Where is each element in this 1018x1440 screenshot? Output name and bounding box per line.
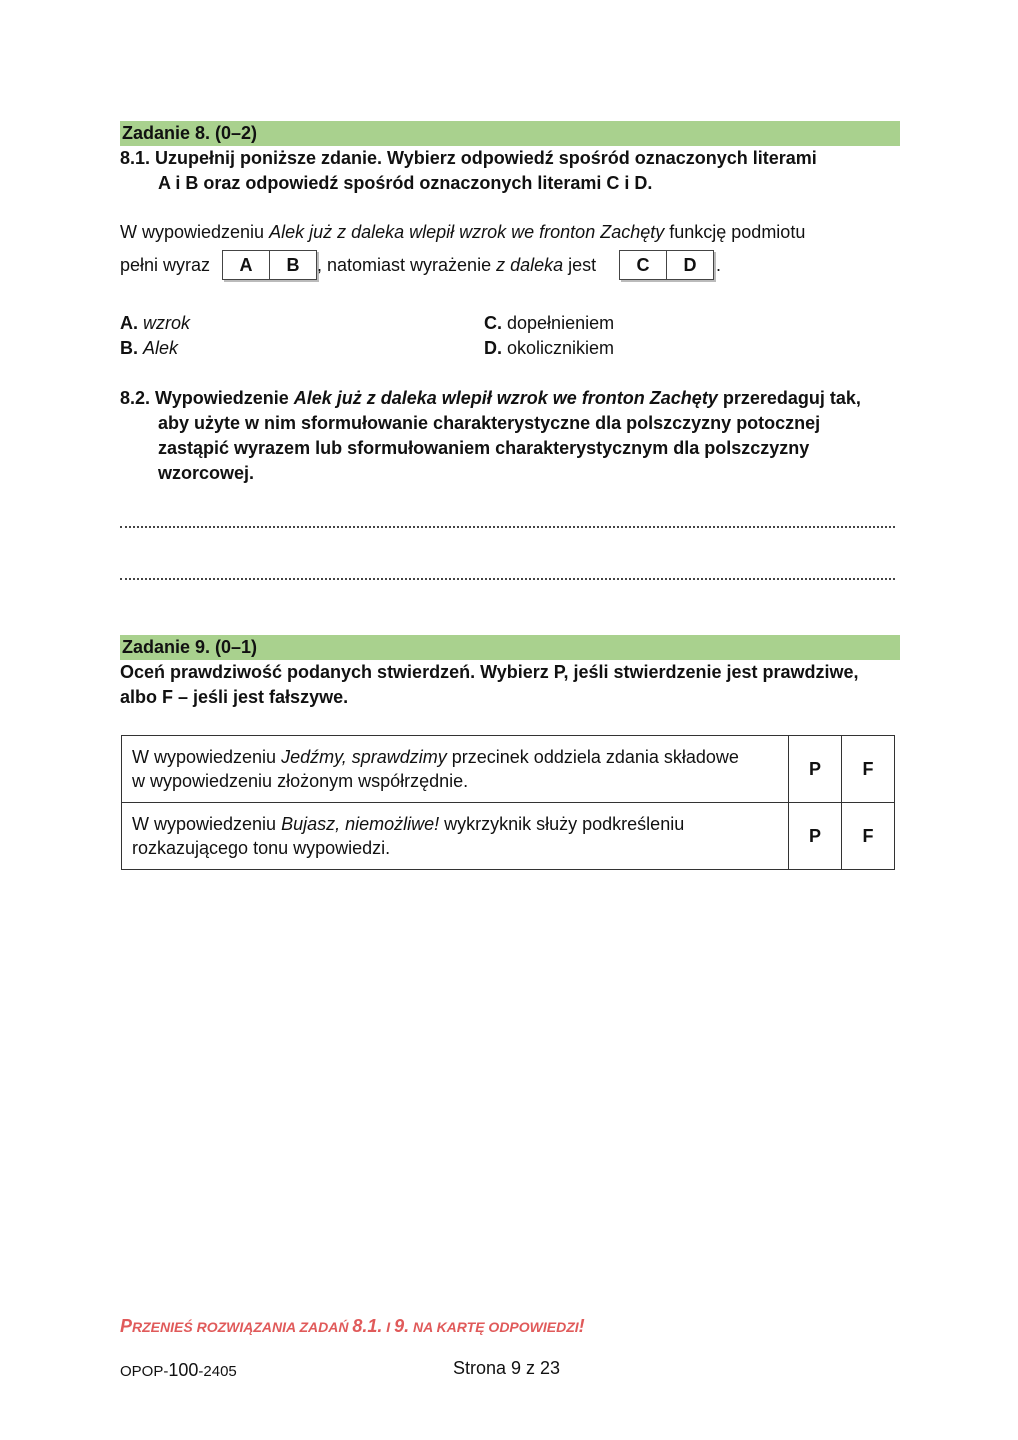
option-c: [484, 311, 614, 335]
note-part1: RZENIEŚ ROZWIĄZANIA ZADAŃ: [132, 1319, 353, 1335]
option-d-text: okolicznikiem: [507, 338, 615, 358]
option-b: [120, 336, 178, 360]
true-false-table: [121, 735, 895, 870]
task9-instruction-line1: Oceń prawdziwość podanych stwierdzeń. Wybierz P, jeśli stwierdzenie jest prawdziwe,: [120, 662, 859, 682]
note-part2: NA KARTĘ ODPOWIEDZI: [409, 1319, 579, 1335]
statement-1-italic: Jedźmy, sprawdzimy: [281, 747, 447, 767]
q82-line2: aby użyte w nim sformułowanie charakterystyczne dla polszczyzny potocznej: [158, 413, 821, 433]
option-b-text: Alek: [143, 338, 179, 358]
choice-d[interactable]: D: [666, 251, 713, 279]
q81-line1: 8.1. Uzupełnij poniższe zdanie. Wybierz odpowiedź spośród oznaczonych literami: [120, 148, 817, 168]
sentence2-mid-post: jest: [563, 255, 597, 275]
note-initial: P: [120, 1316, 133, 1336]
choice-box-cd[interactable]: [619, 250, 714, 280]
q82-prefix: 8.2. Wypowiedzenie: [120, 388, 294, 408]
statement-2-post: wykrzyknik służy podkreśleniu: [439, 814, 685, 834]
choice-b[interactable]: B: [269, 251, 316, 279]
q82-line1: [120, 386, 861, 410]
sentence2-mid-italic: z daleka: [496, 255, 564, 275]
task8-header: Zadanie 8. (0–2): [120, 121, 900, 146]
transfer-answers-note: [120, 1316, 585, 1337]
sentence-pre: W wypowiedzeniu: [120, 222, 270, 242]
option-d: [484, 336, 614, 360]
option-a-text: wzrok: [143, 313, 191, 333]
option-c-text: dopełnieniem: [507, 313, 615, 333]
exam-code-suffix: -2405: [198, 1363, 237, 1380]
note-task9: 9.: [394, 1316, 410, 1336]
exam-code: [120, 1360, 237, 1382]
statement-1-line2: w wypowiedzeniu złożonym współrzędnie.: [132, 771, 469, 791]
q82-italic: Alek już z daleka wlepił wzrok we fronton Zachęty: [293, 388, 718, 408]
q82-line3: zastąpić wyrazem lub sformułowaniem charakterystycznym dla polszczyzny: [158, 438, 810, 458]
task9-header: Zadanie 9. (0–1): [120, 635, 900, 660]
statement-1-f[interactable]: F: [842, 736, 895, 803]
note-and: I: [382, 1319, 395, 1335]
answer-line-2[interactable]: [120, 574, 895, 580]
answer-line-1[interactable]: [120, 522, 895, 528]
exam-code-number: 100: [168, 1360, 199, 1380]
statement-2-line2: rozkazującego tonu wypowiedzi.: [132, 838, 391, 858]
statement-1-post: przecinek oddziela zdania składowe: [446, 747, 739, 767]
sentence-line2-start: pełni wyraz: [120, 255, 211, 275]
statement-2-pre: W wypowiedzeniu: [132, 814, 282, 834]
statement-2-f[interactable]: F: [842, 803, 895, 870]
note-task81: 8.1.: [352, 1316, 383, 1336]
sentence-quote: Alek już z daleka wlepił wzrok we fronton Zachęty: [269, 222, 665, 242]
statement-2: [122, 803, 789, 870]
option-c-letter: C.: [484, 313, 502, 333]
q81-line2: A i B oraz odpowiedź spośród oznaczonych literami C i D.: [158, 173, 653, 193]
statement-1-pre: W wypowiedzeniu: [132, 747, 282, 767]
page-number: Strona 9 z 23: [453, 1358, 561, 1378]
statement-2-italic: Bujasz, niemożliwe!: [281, 814, 440, 834]
q82-suffix: przeredaguj tak,: [717, 388, 861, 408]
sentence-line1: [120, 220, 805, 244]
statement-1: [122, 736, 789, 803]
option-b-letter: B.: [120, 338, 138, 358]
table-row: [122, 803, 895, 870]
sentence2-mid-pre: , natomiast wyrażenie: [317, 255, 497, 275]
sentence-post: funkcję podmiotu: [664, 222, 806, 242]
statement-1-p[interactable]: P: [789, 736, 842, 803]
q82-line4: wzorcowej.: [158, 463, 255, 483]
choice-a[interactable]: A: [239, 255, 253, 275]
option-d-letter: D.: [484, 338, 502, 358]
choice-box-ab[interactable]: [222, 250, 317, 280]
task9-instruction-line2: albo F – jeśli jest fałszywe.: [120, 687, 349, 707]
option-a-letter: A.: [120, 313, 138, 333]
choice-c[interactable]: C: [636, 255, 650, 275]
sentence-line2-mid: [317, 253, 596, 277]
sentence-end: .: [716, 255, 722, 275]
note-exclamation: !: [578, 1316, 585, 1336]
table-row: [122, 736, 895, 803]
statement-2-p[interactable]: P: [789, 803, 842, 870]
exam-code-prefix: OPOP-: [120, 1363, 169, 1380]
option-a: [120, 311, 190, 335]
